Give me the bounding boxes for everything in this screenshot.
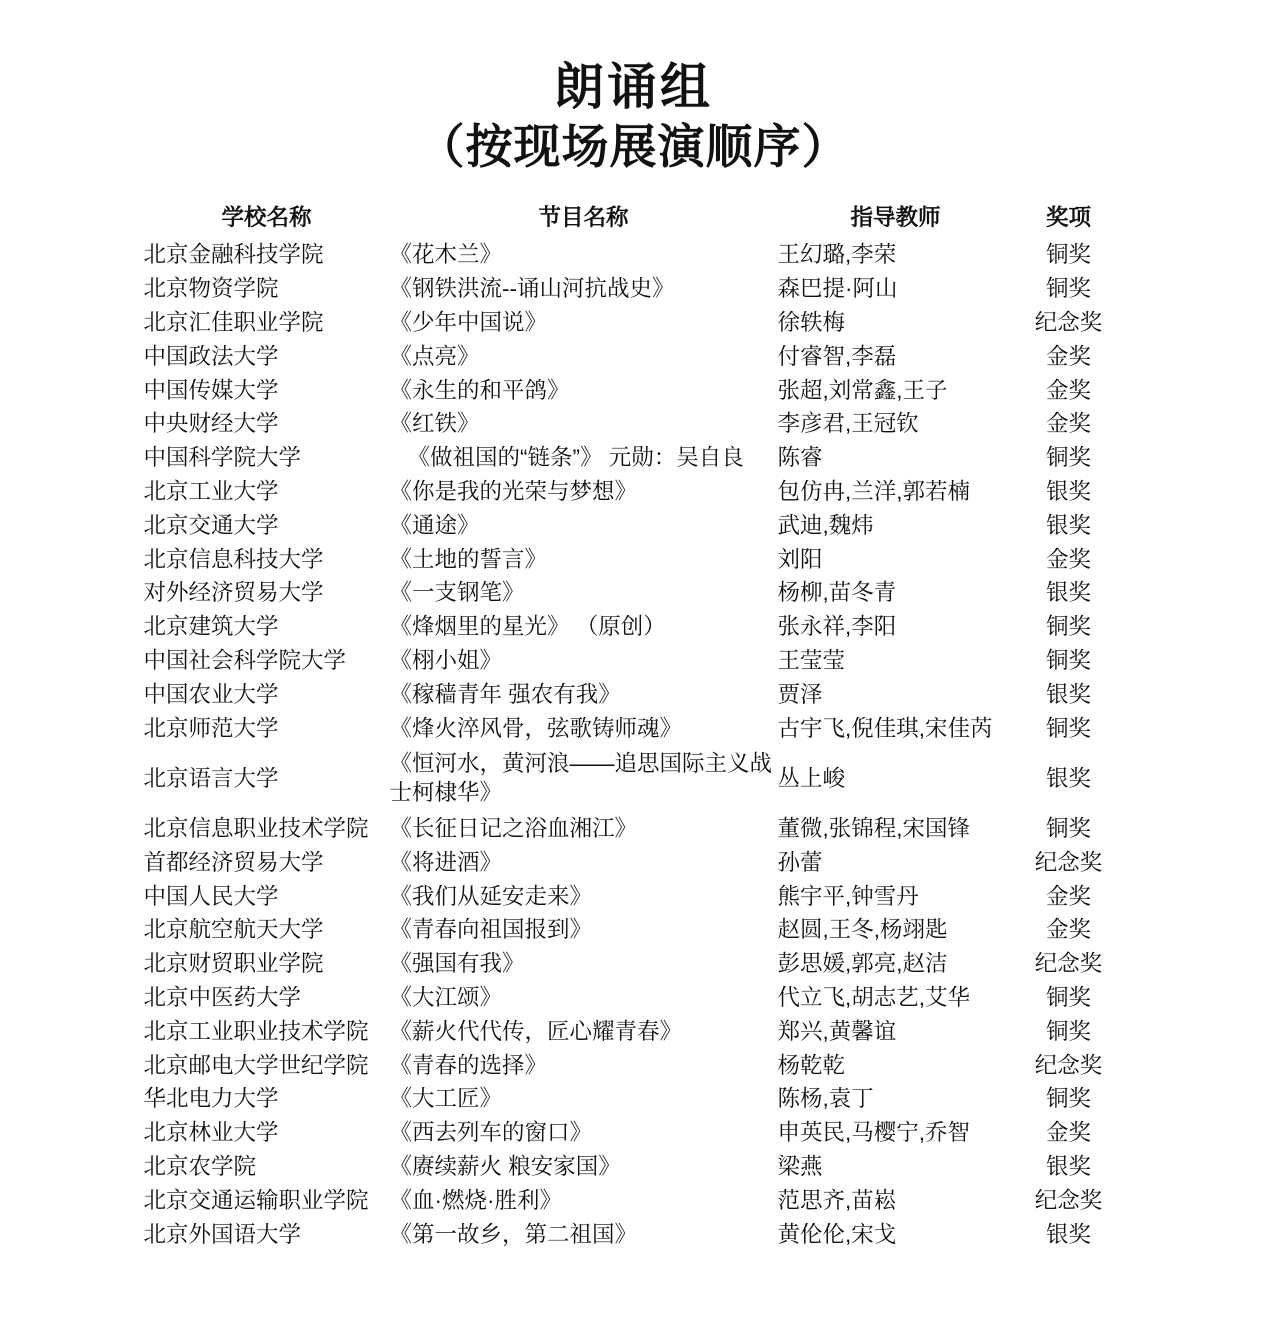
- cell-teacher: 包仿冉,兰洋,郭若楠: [777, 479, 971, 505]
- cell-school: 北京中医药大学: [143, 984, 302, 1010]
- cell-program: 《少年中国说》: [389, 310, 548, 336]
- cell-school: 首都经济贸易大学: [143, 849, 324, 875]
- cell-teacher: 代立飞,胡志艺,艾华: [777, 984, 971, 1010]
- cell-program: 《血·燃烧·胜利》: [389, 1187, 562, 1213]
- table-row: [144, 1185, 1124, 1219]
- table-row: [144, 1219, 1124, 1253]
- cell-school: 北京农学院: [143, 1153, 257, 1179]
- cell-teacher: 森巴提·阿山: [777, 276, 898, 302]
- table-row: [144, 577, 1124, 611]
- cell-school: 北京师范大学: [143, 715, 279, 741]
- table-row: [144, 645, 1124, 679]
- cell-program: 《强国有我》: [389, 951, 525, 977]
- cell-school: 北京交通大学: [143, 512, 279, 538]
- table-row: [144, 982, 1124, 1016]
- cell-school: 北京交通运输职业学院: [143, 1187, 369, 1213]
- cell-award: 铜奖: [1045, 1086, 1091, 1112]
- cell-school: 北京信息职业技术学院: [143, 816, 369, 841]
- cell-program: 《点亮》: [389, 343, 480, 369]
- column-header-award: 奖项: [1045, 205, 1091, 231]
- cell-school: 北京汇佳职业学院: [143, 310, 324, 336]
- cell-award: 银奖: [1045, 765, 1091, 791]
- cell-school: 北京金融科技学院: [143, 242, 324, 268]
- cell-award: 金奖: [1045, 343, 1091, 369]
- cell-award: 铜奖: [1045, 984, 1091, 1010]
- cell-school: 北京航空航天大学: [143, 917, 324, 943]
- cell-program: 《一支钢笔》: [389, 580, 525, 606]
- cell-school: 中国科学院大学: [143, 445, 302, 471]
- cell-teacher: 陈睿: [777, 445, 823, 471]
- cell-school: 对外经济贸易大学: [143, 580, 324, 606]
- table-body: [144, 239, 1124, 1252]
- table-row: [144, 341, 1124, 375]
- table-row: [144, 476, 1124, 510]
- cell-award: 金奖: [1045, 411, 1091, 437]
- cell-teacher: 郑兴,黄馨谊: [777, 1018, 897, 1044]
- cell-school: 北京工业职业技术学院: [143, 1018, 369, 1044]
- cell-teacher: 赵圆,王冬,杨翊匙: [777, 917, 948, 943]
- cell-school: 北京信息科技大学: [143, 546, 324, 572]
- cell-teacher: 丛上峻: [777, 765, 846, 791]
- table-row: [144, 679, 1124, 713]
- cell-teacher: 董微,张锦程,宋国锋: [777, 816, 971, 841]
- table-row: [144, 1151, 1124, 1185]
- cell-award: 银奖: [1045, 681, 1091, 707]
- cell-school: 中国农业大学: [143, 681, 279, 707]
- cell-program: 《烽烟里的星光》 （原创）: [389, 614, 666, 640]
- cell-program: 《青春的选择》: [389, 1052, 548, 1078]
- page-subtitle: （按现场展演顺序）: [417, 120, 850, 173]
- cell-award: 铜奖: [1045, 445, 1091, 471]
- document-title-block: [0, 58, 1267, 174]
- table-row: [144, 510, 1124, 544]
- column-header-teacher: 指导教师: [850, 205, 941, 231]
- table-row: [144, 442, 1124, 476]
- table-row: [144, 239, 1124, 273]
- column-header-program: 节目名称: [538, 205, 629, 231]
- cell-teacher: 陈杨,袁丁: [777, 1086, 874, 1112]
- cell-teacher: 付睿智,李磊: [777, 343, 897, 369]
- table-row: [144, 713, 1124, 747]
- cell-teacher: 张永祥,李阳: [777, 614, 897, 640]
- cell-program: 《通途》: [389, 512, 480, 538]
- table-row: [144, 1050, 1124, 1084]
- table-row: [144, 1083, 1124, 1117]
- performance-listing-table: [144, 200, 1124, 1252]
- cell-teacher: 李彦君,王冠钦: [777, 411, 919, 437]
- cell-award: 金奖: [1045, 377, 1091, 403]
- cell-program: 《西去列车的窗口》: [389, 1120, 593, 1146]
- table-row: [144, 914, 1124, 948]
- cell-program: 《大工匠》: [389, 1086, 503, 1112]
- cell-program: 《大江颂》: [389, 984, 503, 1010]
- cell-award: 银奖: [1045, 1221, 1091, 1247]
- cell-teacher: 武迪,魏炜: [777, 512, 874, 538]
- cell-school: 中国政法大学: [143, 343, 279, 369]
- table-row: [144, 273, 1124, 307]
- table-row: [144, 408, 1124, 442]
- cell-school: 北京语言大学: [143, 765, 279, 791]
- cell-teacher: 申英民,马樱宁,乔智: [777, 1120, 971, 1146]
- cell-teacher: 彭思媛,郭亮,赵洁: [777, 951, 948, 977]
- cell-program: 《恒河水，黄河浪——追思国际主义战士柯棣华》: [389, 751, 773, 806]
- cell-teacher: 杨柳,苗冬青: [777, 580, 897, 606]
- table-header-row: [144, 200, 1124, 239]
- cell-program: 《花木兰》: [389, 242, 503, 268]
- cell-program: 《稼穑青年 强农有我》: [389, 681, 621, 707]
- cell-school: 北京邮电大学世纪学院: [143, 1052, 369, 1078]
- table-row: [144, 746, 1124, 813]
- cell-award: 银奖: [1045, 580, 1091, 606]
- table-row: [144, 1016, 1124, 1050]
- cell-school: 中国社会科学院大学: [143, 648, 347, 674]
- table-header: [144, 200, 1124, 239]
- cell-teacher: 王莹莹: [777, 648, 846, 674]
- cell-school: 中国传媒大学: [143, 377, 279, 403]
- cell-program: 《土地的誓言》: [389, 546, 548, 572]
- cell-teacher: 孙蕾: [777, 849, 823, 875]
- cell-award: 铜奖: [1045, 614, 1091, 640]
- cell-award: 银奖: [1045, 1153, 1091, 1179]
- page-title: 朗诵组: [554, 59, 713, 115]
- cell-teacher: 贾泽: [777, 681, 823, 707]
- cell-school: 中国人民大学: [143, 883, 279, 909]
- cell-school: 北京物资学院: [143, 276, 279, 302]
- cell-teacher: 刘阳: [777, 546, 823, 572]
- cell-teacher: 梁燕: [777, 1153, 823, 1179]
- cell-program-text: 《做祖国的“链条”》 元勋：吴自良: [407, 445, 744, 471]
- cell-award: 铜奖: [1045, 648, 1091, 674]
- cell-award: 铜奖: [1045, 715, 1091, 741]
- cell-teacher: 黄伦伦,宋戈: [777, 1221, 897, 1247]
- cell-program: 《栩小姐》: [389, 648, 503, 674]
- cell-award: 纪念奖: [1034, 1052, 1103, 1078]
- cell-award: 铜奖: [1045, 1018, 1091, 1044]
- cell-program: 《我们从延安走来》: [389, 883, 593, 909]
- table-row: [144, 544, 1124, 578]
- cell-award: 金奖: [1045, 917, 1091, 943]
- cell-school: 北京工业大学: [143, 479, 279, 505]
- table-row: [144, 847, 1124, 881]
- table-row: [144, 881, 1124, 915]
- cell-program: 《第一故乡，第二祖国》: [389, 1221, 638, 1247]
- table-row: [144, 948, 1124, 982]
- cell-program: 《将进酒》: [389, 849, 503, 875]
- cell-award: 金奖: [1045, 546, 1091, 572]
- table-row: [144, 1117, 1124, 1151]
- cell-award: 纪念奖: [1034, 849, 1103, 875]
- table-row: [144, 813, 1124, 847]
- cell-teacher: 张超,刘常鑫,王子: [777, 377, 948, 403]
- cell-program: [390, 442, 778, 476]
- cell-award: 纪念奖: [1034, 310, 1103, 336]
- cell-program: 《长征日记之浴血湘江》: [389, 816, 638, 841]
- cell-award: 纪念奖: [1034, 1187, 1103, 1213]
- cell-program: 《赓续薪火 粮安家国》: [389, 1153, 621, 1179]
- cell-award: 铜奖: [1045, 242, 1091, 268]
- cell-teacher: 范思齐,苗崧: [777, 1187, 897, 1213]
- cell-program: 《红铁》: [389, 411, 480, 437]
- table-row: [144, 375, 1124, 409]
- cell-teacher: 王幻璐,李荣: [777, 242, 897, 268]
- cell-program: 《钢铁洪流--诵山河抗战史》: [389, 276, 675, 302]
- cell-teacher: 古宇飞,倪佳琪,宋佳芮: [777, 715, 993, 741]
- cell-school: 中央财经大学: [143, 411, 279, 437]
- cell-school: 北京外国语大学: [143, 1221, 302, 1247]
- cell-program: 《你是我的光荣与梦想》: [389, 479, 638, 505]
- cell-school: 华北电力大学: [143, 1086, 279, 1112]
- cell-school: 北京建筑大学: [143, 614, 279, 640]
- cell-teacher: 熊宇平,钟雪丹: [777, 883, 919, 909]
- cell-award: 金奖: [1045, 1120, 1091, 1146]
- cell-program: 《烽火淬风骨，弦歌铸师魂》: [389, 715, 683, 741]
- column-header-school: 学校名称: [221, 205, 312, 231]
- table-row: [144, 611, 1124, 645]
- cell-teacher: 徐轶梅: [777, 310, 846, 336]
- cell-award: 金奖: [1045, 883, 1091, 909]
- cell-school: 北京财贸职业学院: [143, 951, 324, 977]
- cell-program: 《永生的和平鸽》: [389, 377, 570, 403]
- cell-award: 铜奖: [1045, 276, 1091, 302]
- cell-school: 北京林业大学: [143, 1120, 279, 1146]
- cell-award: 银奖: [1045, 479, 1091, 505]
- cell-award: 纪念奖: [1034, 951, 1103, 977]
- table-row: [144, 307, 1124, 341]
- cell-award: 银奖: [1045, 512, 1091, 538]
- cell-teacher: 杨乾乾: [777, 1052, 846, 1078]
- cell-program: 《薪火代代传，匠心耀青春》: [389, 1018, 683, 1044]
- cell-program: 《青春向祖国报到》: [389, 917, 593, 943]
- cell-award: 铜奖: [1045, 816, 1091, 841]
